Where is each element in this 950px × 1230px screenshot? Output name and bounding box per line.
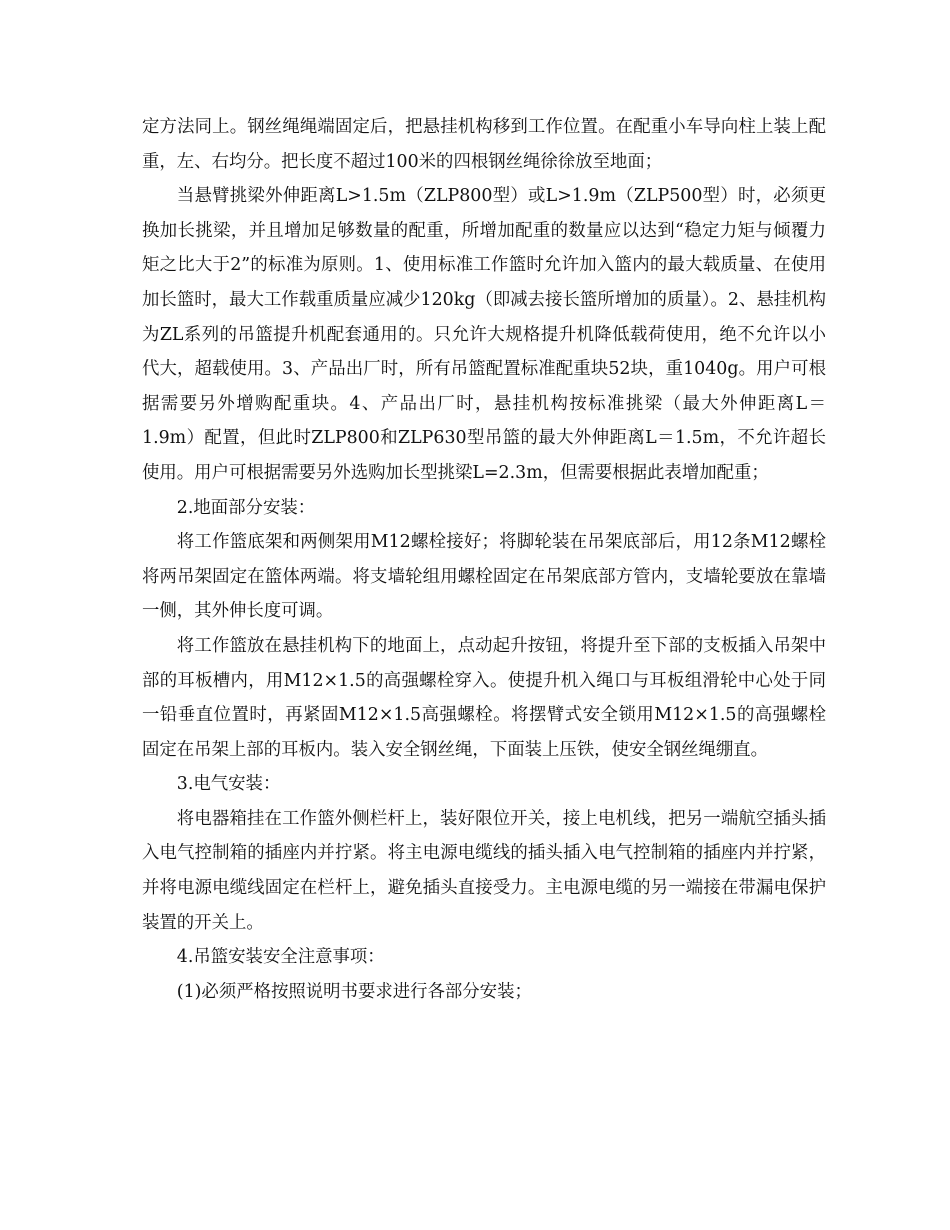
list-item-safety-1: (1)必须严格按照说明书要求进行各部分安装； <box>176 981 532 1002</box>
paragraph-cantilever-requirements: 当悬臂挑梁外伸距离L>1.5m（ZLP800型）或L>1.9m（ZLP500型）时，必须更换加长挑梁，并且增加足够数量的配重，所增加配重的数量应以达到“稳定力矩与倾覆力矩之比大于2”的标准为原则。1、使用标准工作篮时允许加入篮内的最大载质量、在使用加长篮时，最大工作载重质量应减少120kg（即减去接长篮所增加的质量）。2、悬挂机构为ZL系列的吊篮提升机配套通用的。只允许大规格提升机降低载荷使用，绝不允许以小代大，超载使用。3、产品出厂时，所有吊篮配置标准配重块52块，重1040g。用户可根据需要另外增购配重块。4、产品出厂时，悬挂机构按标准挑梁（最大外伸距离L＝1.9m）配置，但此时ZLP800和ZLP630型吊篮的最大外伸距离L＝1.5m，不允许超长使用。用户可根据需要另外选购加长型挑梁L=2.3m，但需要根据此表增加配重； <box>142 186 826 483</box>
document-body <box>142 110 826 1009</box>
section-heading-safety-notes: 4.吊篮安装安全注意事项： <box>176 947 385 968</box>
paragraph-hoist-mounting: 将工作篮放在悬挂机构下的地面上，点动起升按钮，将提升至下部的支板插入吊架中部的耳板槽内，用M12×1.5的高强螺栓穿入。使提升机入绳口与耳板组滑轮中心处于同一铅垂直位置时，再紧固M12×1.5高强螺栓。将摆臂式安全锁用M12×1.5的高强螺栓固定在吊架上部的耳板内。装入安全钢丝绳，下面装上压铁，使安全钢丝绳绷直。 <box>142 635 826 760</box>
paragraph-electrical-wiring: 将电器箱挂在工作篮外侧栏杆上，装好限位开关，接上电机线，把另一端航空插头插入电气控制箱的插座内并拧紧。将主电源电缆线的插头插入电气控制箱的插座内并拧紧，并将电源电缆线固定在栏杆上，避免插头直接受力。主电源电缆的另一端接在带漏电保护装置的开关上。 <box>142 808 826 933</box>
paragraph-basket-assembly: 将工作篮底架和两侧架用M12螺栓接好；将脚轮装在吊架底部后，用12条M12螺栓将两吊架固定在篮体两端。将支墙轮组用螺栓固定在吊架底部方管内，支墙轮要放在靠墙一侧，其外伸长度可调。 <box>142 532 826 622</box>
paragraph-continuation: 定方法同上。钢丝绳绳端固定后，把悬挂机构移到工作位置。在配重小车导向柱上装上配重，左、右均分。把长度不超过100米的四根钢丝绳徐徐放至地面； <box>142 117 826 172</box>
section-heading-ground-installation: 2.地面部分安装： <box>176 497 316 518</box>
section-heading-electrical-installation: 3.电气安装： <box>176 774 281 795</box>
